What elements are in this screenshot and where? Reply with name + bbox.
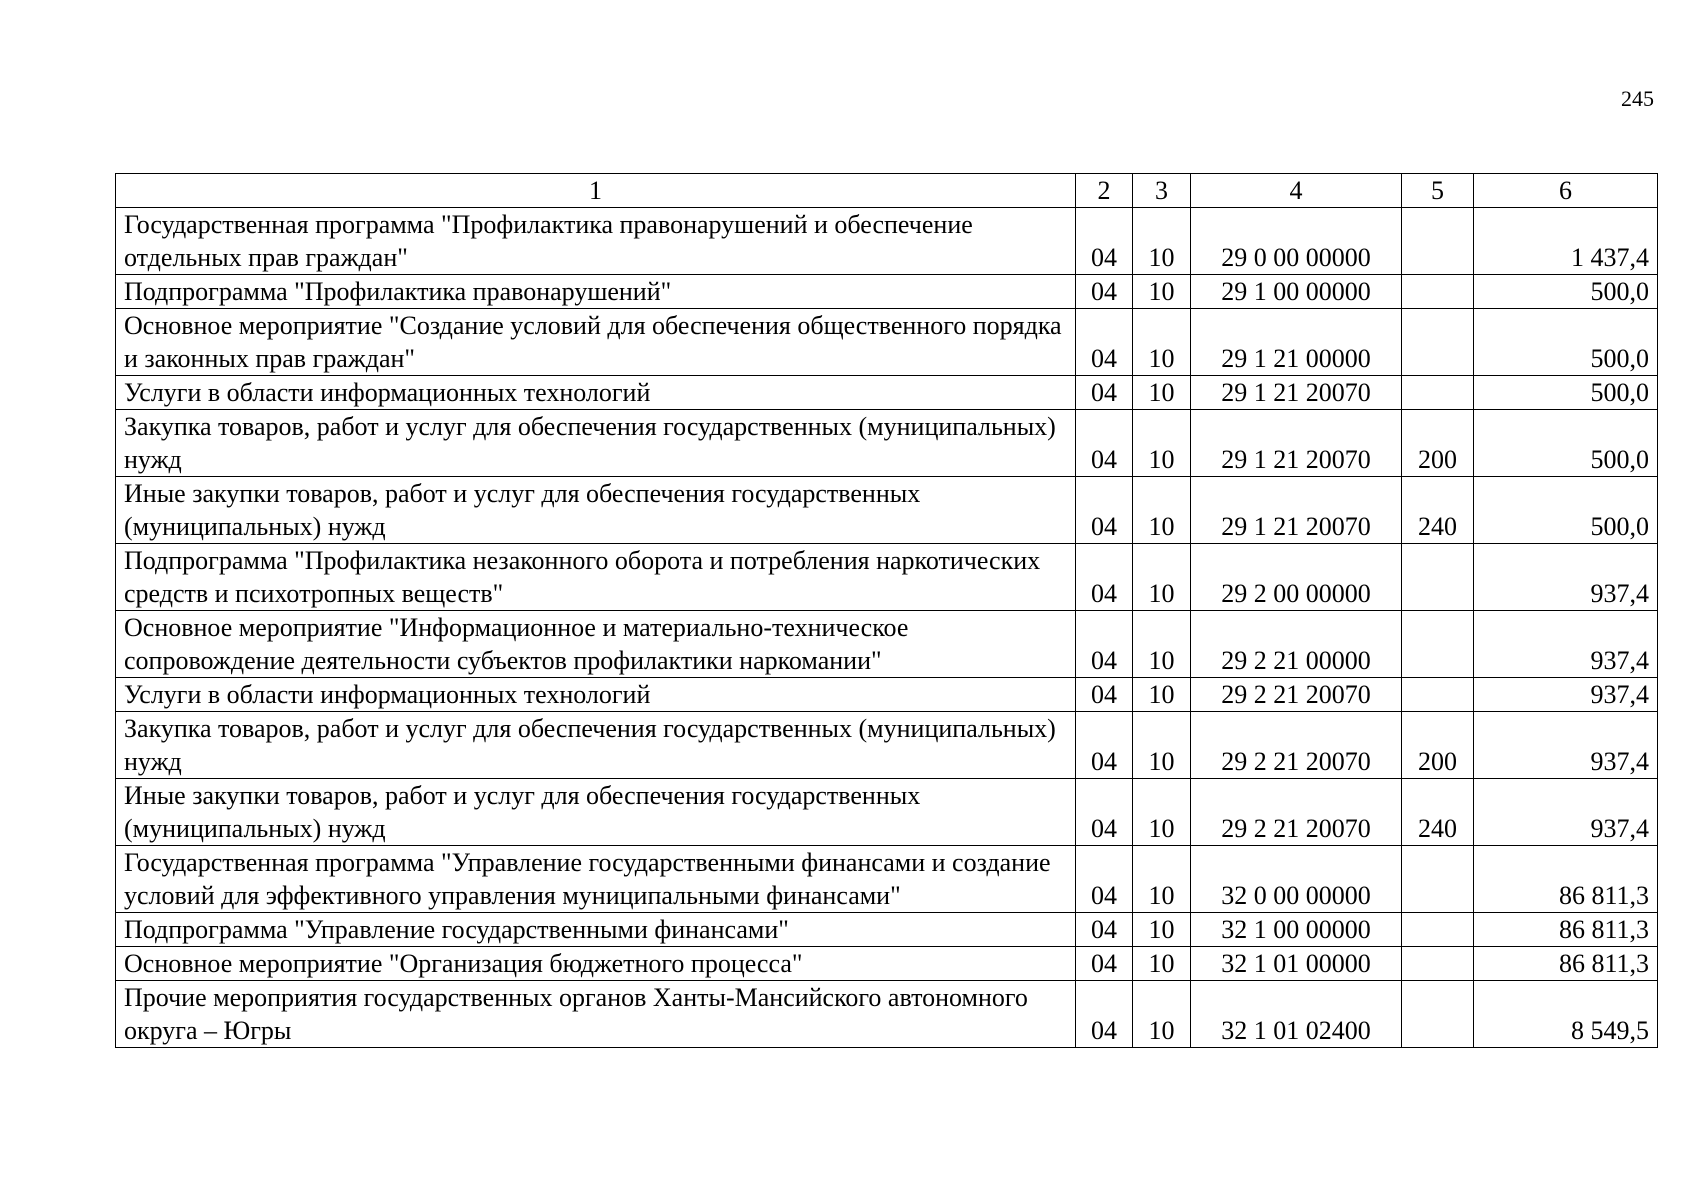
row-section: 04 [1076,947,1133,981]
row-expense-type [1402,544,1474,611]
table-row [116,309,1658,376]
row-expense-type [1402,947,1474,981]
row-subsection: 10 [1133,846,1191,913]
row-name: Услуги в области информационных технологий [116,678,1076,712]
row-subsection: 10 [1133,981,1191,1048]
row-subsection: 10 [1133,275,1191,309]
row-section: 04 [1076,275,1133,309]
row-amount: 500,0 [1474,275,1658,309]
row-target-article: 29 1 00 00000 [1191,275,1402,309]
header-col-1: 1 [116,174,1076,208]
row-name: Государственная программа "Управление государственными финансами и создание условий для эффективного управления муниципальными финансами" [116,846,1076,913]
row-name: Подпрограмма "Профилактика незаконного оборота и потребления наркотических средств и психотропных веществ" [116,544,1076,611]
row-name: Основное мероприятие "Информационное и материально-техническое сопровождение деятельности субъектов профилактики наркомании" [116,611,1076,678]
page-number: 245 [1621,86,1654,111]
row-section: 04 [1076,846,1133,913]
row-name: Закупка товаров, работ и услуг для обеспечения государственных (муниципальных) нужд [116,712,1076,779]
row-amount: 937,4 [1474,712,1658,779]
row-amount: 8 549,5 [1474,981,1658,1048]
row-amount: 937,4 [1474,779,1658,846]
row-section: 04 [1076,981,1133,1048]
header-col-4: 4 [1191,174,1402,208]
row-amount: 1 437,4 [1474,208,1658,275]
row-name: Подпрограмма "Управление государственными финансами" [116,913,1076,947]
table-row [116,376,1658,410]
header-col-3: 3 [1133,174,1191,208]
row-target-article: 29 2 21 20070 [1191,779,1402,846]
header-col-6: 6 [1474,174,1658,208]
row-section: 04 [1076,208,1133,275]
table-row [116,947,1658,981]
row-name: Услуги в области информационных технологий [116,376,1076,410]
table-row [116,846,1658,913]
table-row [116,678,1658,712]
row-expense-type [1402,678,1474,712]
row-amount: 86 811,3 [1474,913,1658,947]
row-section: 04 [1076,544,1133,611]
table-row [116,712,1658,779]
row-expense-type [1402,275,1474,309]
row-expense-type [1402,913,1474,947]
row-section: 04 [1076,712,1133,779]
row-subsection: 10 [1133,544,1191,611]
table-body [116,208,1658,1048]
row-subsection: 10 [1133,678,1191,712]
row-expense-type [1402,611,1474,678]
row-subsection: 10 [1133,611,1191,678]
row-name: Иные закупки товаров, работ и услуг для обеспечения государственных (муниципальных) нужд [116,477,1076,544]
table-row [116,544,1658,611]
row-subsection: 10 [1133,779,1191,846]
row-target-article: 32 0 00 00000 [1191,846,1402,913]
row-target-article: 29 1 21 00000 [1191,309,1402,376]
row-name: Основное мероприятие "Организация бюджетного процесса" [116,947,1076,981]
row-subsection: 10 [1133,712,1191,779]
budget-table [115,173,1658,1048]
row-target-article: 29 2 00 00000 [1191,544,1402,611]
row-expense-type [1402,981,1474,1048]
table-header [116,174,1658,208]
row-amount: 500,0 [1474,309,1658,376]
row-subsection: 10 [1133,410,1191,477]
row-expense-type: 240 [1402,779,1474,846]
row-name: Прочие мероприятия государственных органов Ханты-Мансийского автономного округа – Югры [116,981,1076,1048]
row-target-article: 29 1 21 20070 [1191,376,1402,410]
row-section: 04 [1076,779,1133,846]
header-col-2: 2 [1076,174,1133,208]
row-subsection: 10 [1133,376,1191,410]
row-amount: 500,0 [1474,376,1658,410]
row-expense-type [1402,309,1474,376]
table-row [116,477,1658,544]
row-subsection: 10 [1133,309,1191,376]
row-subsection: 10 [1133,947,1191,981]
row-expense-type [1402,846,1474,913]
row-subsection: 10 [1133,208,1191,275]
row-target-article: 32 1 01 00000 [1191,947,1402,981]
row-target-article: 29 1 21 20070 [1191,477,1402,544]
row-section: 04 [1076,376,1133,410]
row-section: 04 [1076,913,1133,947]
header-col-5: 5 [1402,174,1474,208]
table-row [116,611,1658,678]
row-target-article: 29 2 21 20070 [1191,678,1402,712]
header-row [116,174,1658,208]
row-amount: 86 811,3 [1474,947,1658,981]
row-name: Иные закупки товаров, работ и услуг для обеспечения государственных (муниципальных) нужд [116,779,1076,846]
row-expense-type: 240 [1402,477,1474,544]
row-expense-type [1402,376,1474,410]
row-target-article: 29 0 00 00000 [1191,208,1402,275]
row-section: 04 [1076,309,1133,376]
row-target-article: 29 2 21 20070 [1191,712,1402,779]
row-amount: 937,4 [1474,678,1658,712]
row-amount: 500,0 [1474,410,1658,477]
table-row [116,208,1658,275]
table-row [116,410,1658,477]
row-name: Основное мероприятие "Создание условий для обеспечения общественного порядка и законных прав граждан" [116,309,1076,376]
row-target-article: 29 2 21 00000 [1191,611,1402,678]
table-row [116,981,1658,1048]
row-section: 04 [1076,477,1133,544]
row-expense-type: 200 [1402,410,1474,477]
row-name: Подпрограмма "Профилактика правонарушений" [116,275,1076,309]
row-name: Государственная программа "Профилактика правонарушений и обеспечение отдельных прав граждан" [116,208,1076,275]
row-expense-type [1402,208,1474,275]
row-target-article: 32 1 01 02400 [1191,981,1402,1048]
row-name: Закупка товаров, работ и услуг для обеспечения государственных (муниципальных) нужд [116,410,1076,477]
row-section: 04 [1076,678,1133,712]
row-expense-type: 200 [1402,712,1474,779]
row-amount: 500,0 [1474,477,1658,544]
row-amount: 937,4 [1474,544,1658,611]
row-subsection: 10 [1133,913,1191,947]
row-target-article: 29 1 21 20070 [1191,410,1402,477]
row-section: 04 [1076,410,1133,477]
row-target-article: 32 1 00 00000 [1191,913,1402,947]
row-amount: 937,4 [1474,611,1658,678]
row-section: 04 [1076,611,1133,678]
table-row [116,913,1658,947]
row-subsection: 10 [1133,477,1191,544]
row-amount: 86 811,3 [1474,846,1658,913]
table-row [116,779,1658,846]
table-row [116,275,1658,309]
